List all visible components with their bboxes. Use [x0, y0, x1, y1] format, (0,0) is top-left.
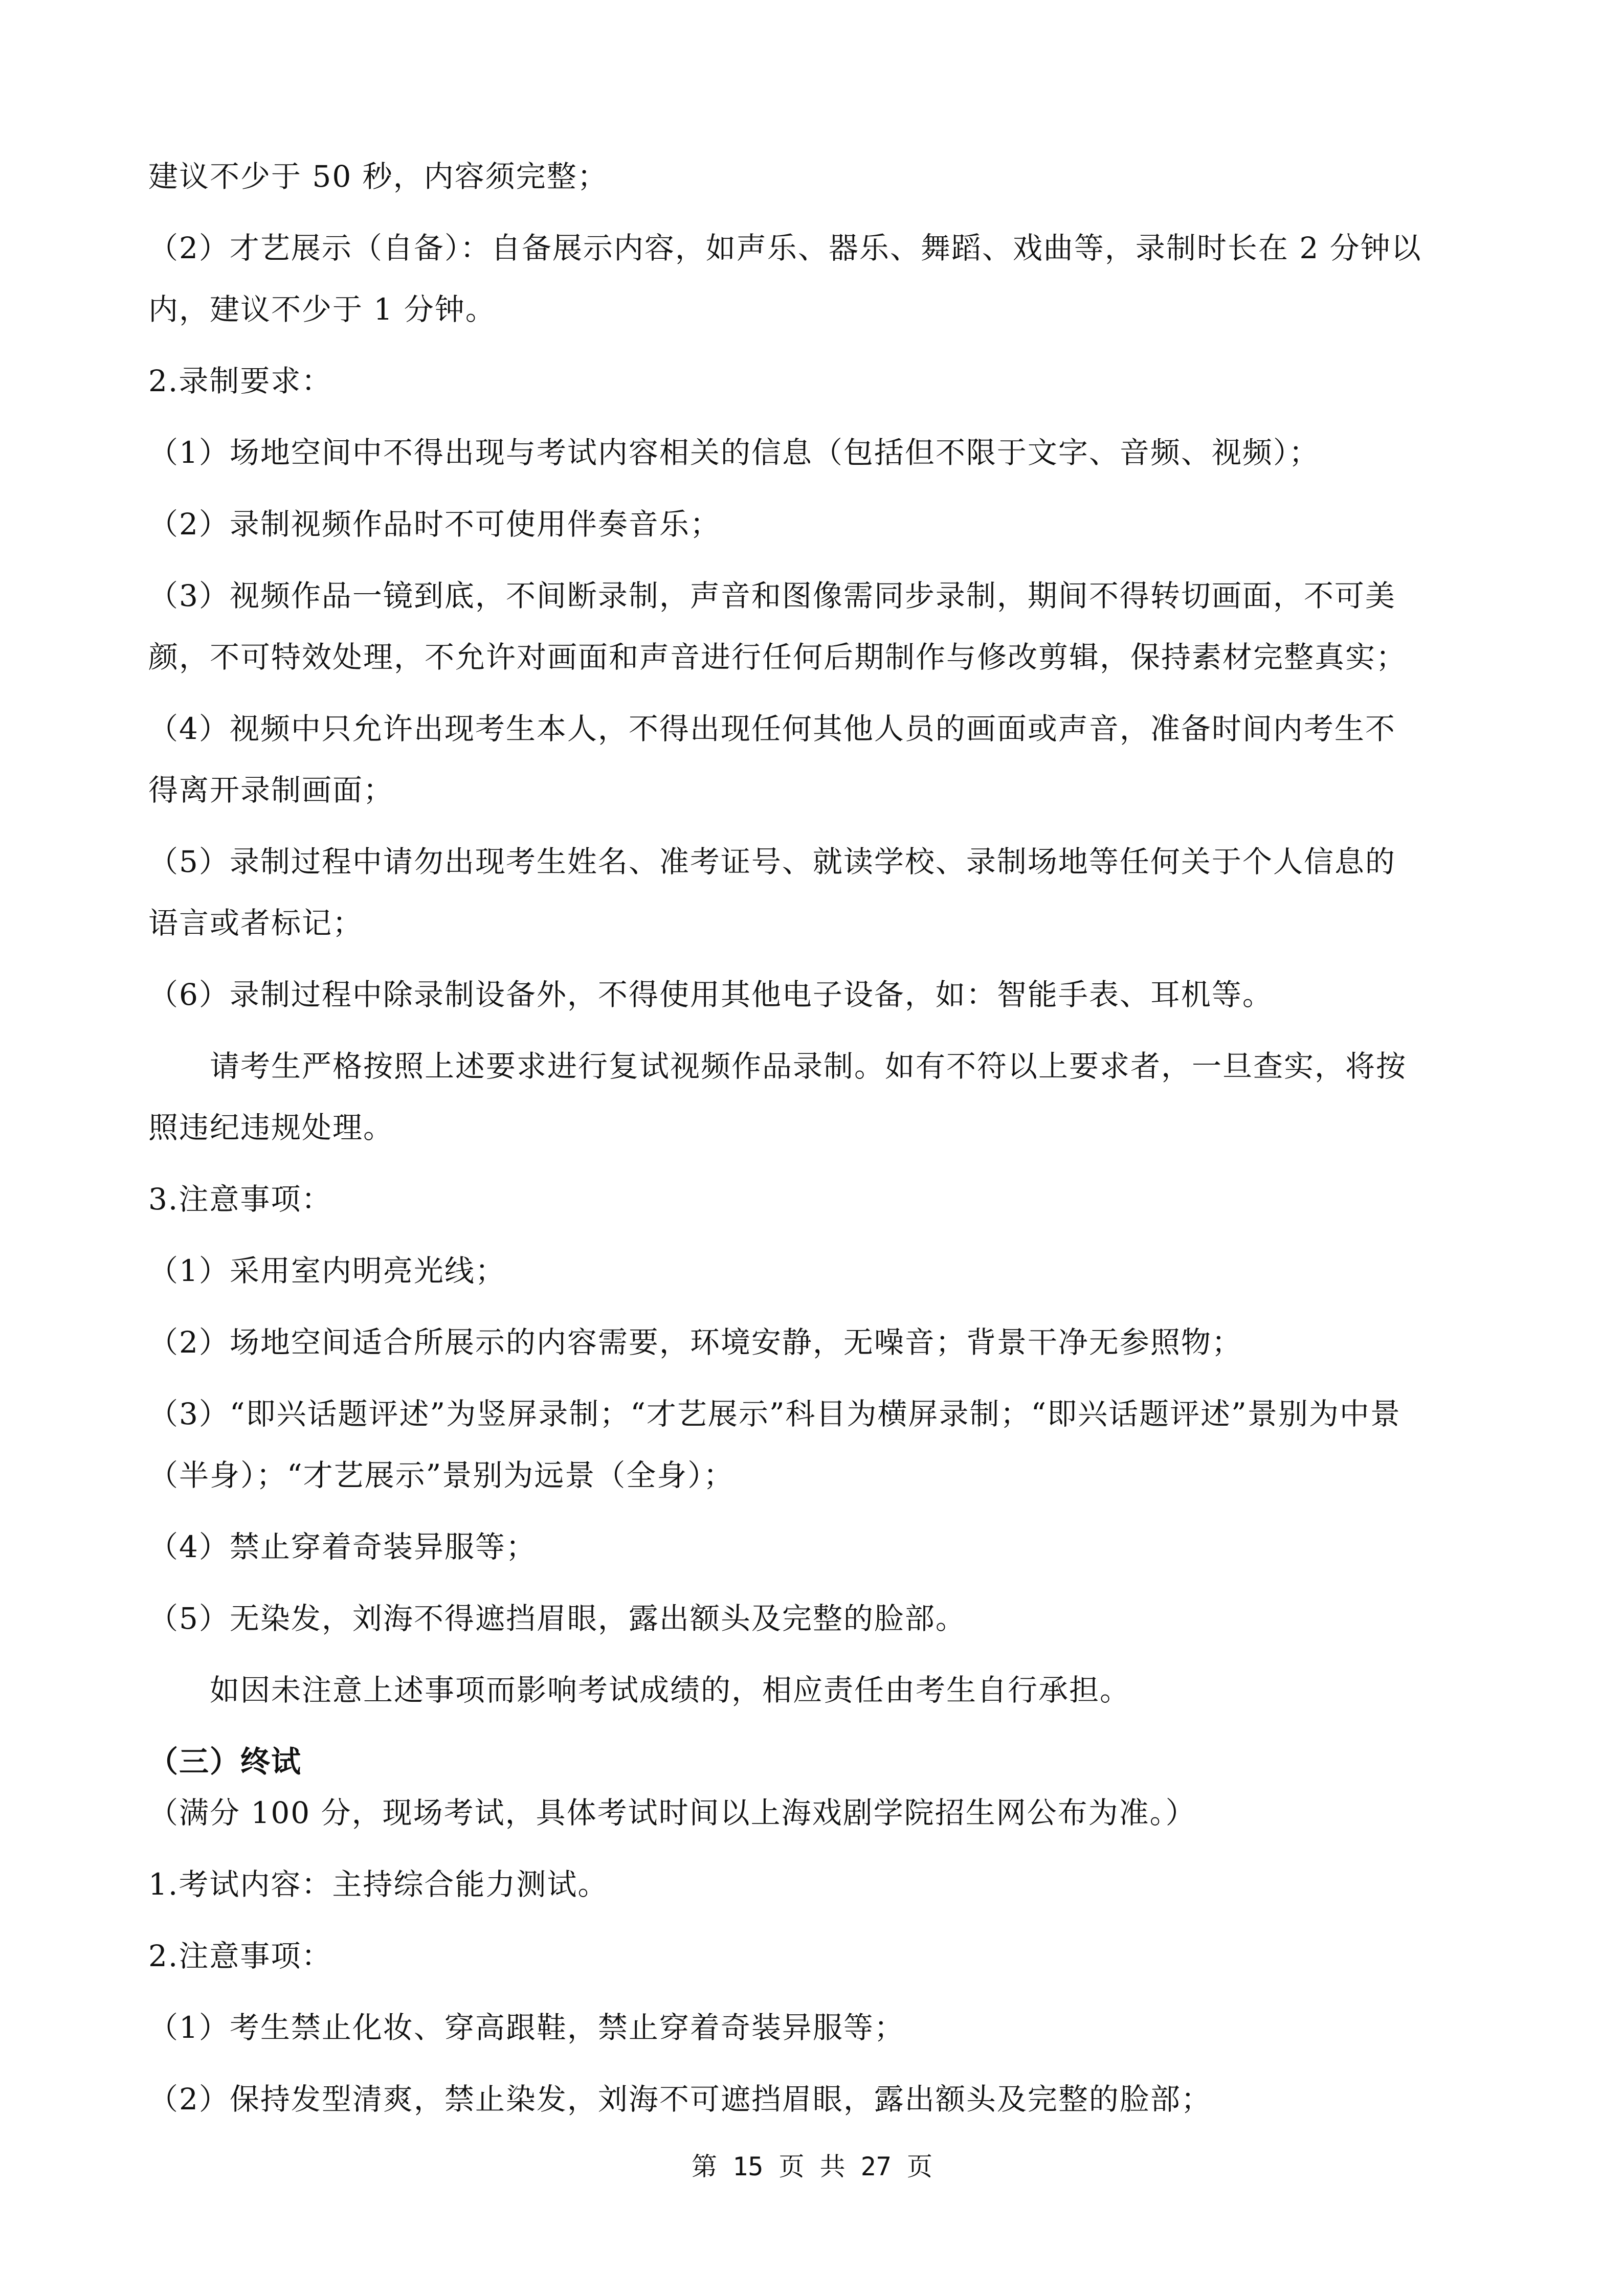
paragraph-line: 建议不少于 50 秒，内容须完整；	[148, 159, 608, 194]
paragraph-line: （4）视频中只允许出现考生本人，不得出现任何其他人员的画面或声音，准备时间内考生不	[148, 711, 1396, 746]
paragraph-line: （6）录制过程中除录制设备外，不得使用其他电子设备，如：智能手表、耳机等。	[148, 977, 1273, 1012]
section-title: （三）终试	[148, 1744, 302, 1779]
section-heading: 2.注意事项：	[148, 1939, 332, 1973]
paragraph-line: （1）考生禁止化妆、穿高跟鞋，禁止穿着奇装异服等；	[148, 2010, 905, 2045]
paragraph-line: 照违纪违规处理。	[148, 1110, 394, 1145]
paragraph-line: 如因未注意上述事项而影响考试成绩的，相应责任由考生自行承担。	[210, 1673, 1131, 1707]
paragraph-line: （半身）；“才艺展示”景别为远景（全身）；	[148, 1458, 735, 1493]
paragraph-line: （3）视频作品一镜到底，不间断录制，声音和图像需同步录制，期间不得转切画面，不可美	[148, 578, 1396, 613]
paragraph-line: 得离开录制画面；	[148, 773, 394, 807]
page-number: 第 15 页 共 27 页	[692, 2152, 932, 2181]
paragraph-line: 内，建议不少于 1 分钟。	[148, 292, 496, 327]
paragraph-line: （5）录制过程中请勿出现考生姓名、准考证号、就读学校、录制场地等任何关于个人信息的	[148, 844, 1396, 879]
paragraph-line: 语言或者标记；	[148, 906, 364, 940]
section-heading: 3.注意事项：	[148, 1182, 332, 1217]
paragraph-line: 1.考试内容：主持综合能力测试。	[148, 1867, 609, 1902]
section-heading: 2.录制要求：	[148, 364, 332, 398]
paragraph-line: （1）采用室内明亮光线；	[148, 1253, 506, 1288]
paragraph-line: （5）无染发，刘海不得遮挡眉眼，露出额头及完整的脸部。	[148, 1601, 966, 1636]
paragraph-line: （2）才艺展示（自备）：自备展示内容，如声乐、器乐、舞蹈、戏曲等，录制时长在 2 分钟以	[148, 231, 1422, 265]
paragraph-line: （1）场地空间中不得出现与考试内容相关的信息（包括但不限于文字、音频、视频）；	[148, 435, 1320, 470]
paragraph-line: （4）禁止穿着奇装异服等；	[148, 1529, 537, 1564]
paragraph-line: （2）录制视频作品时不可使用伴奏音乐；	[148, 507, 721, 542]
paragraph-line: （3）“即兴话题评述”为竖屏录制；“才艺展示”科目为横屏录制；“即兴话题评述”景别为中景	[148, 1397, 1401, 1431]
paragraph-line: 颜，不可特效处理，不允许对画面和声音进行任何后期制作与修改剪辑，保持素材完整真实；	[148, 640, 1407, 674]
paragraph-line: （2）场地空间适合所展示的内容需要，环境安静，无噪音；背景干净无参照物；	[148, 1325, 1242, 1360]
paragraph-line: （满分 100 分，现场考试，具体考试时间以上海戏剧学院招生网公布为准。）	[148, 1795, 1196, 1830]
paragraph-line: 请考生严格按照上述要求进行复试视频作品录制。如有不符以上要求者，一旦查实，将按	[210, 1049, 1407, 1084]
paragraph-line: （2）保持发型清爽，禁止染发，刘海不可遮挡眉眼，露出额头及完整的脸部；	[148, 2082, 1212, 2117]
